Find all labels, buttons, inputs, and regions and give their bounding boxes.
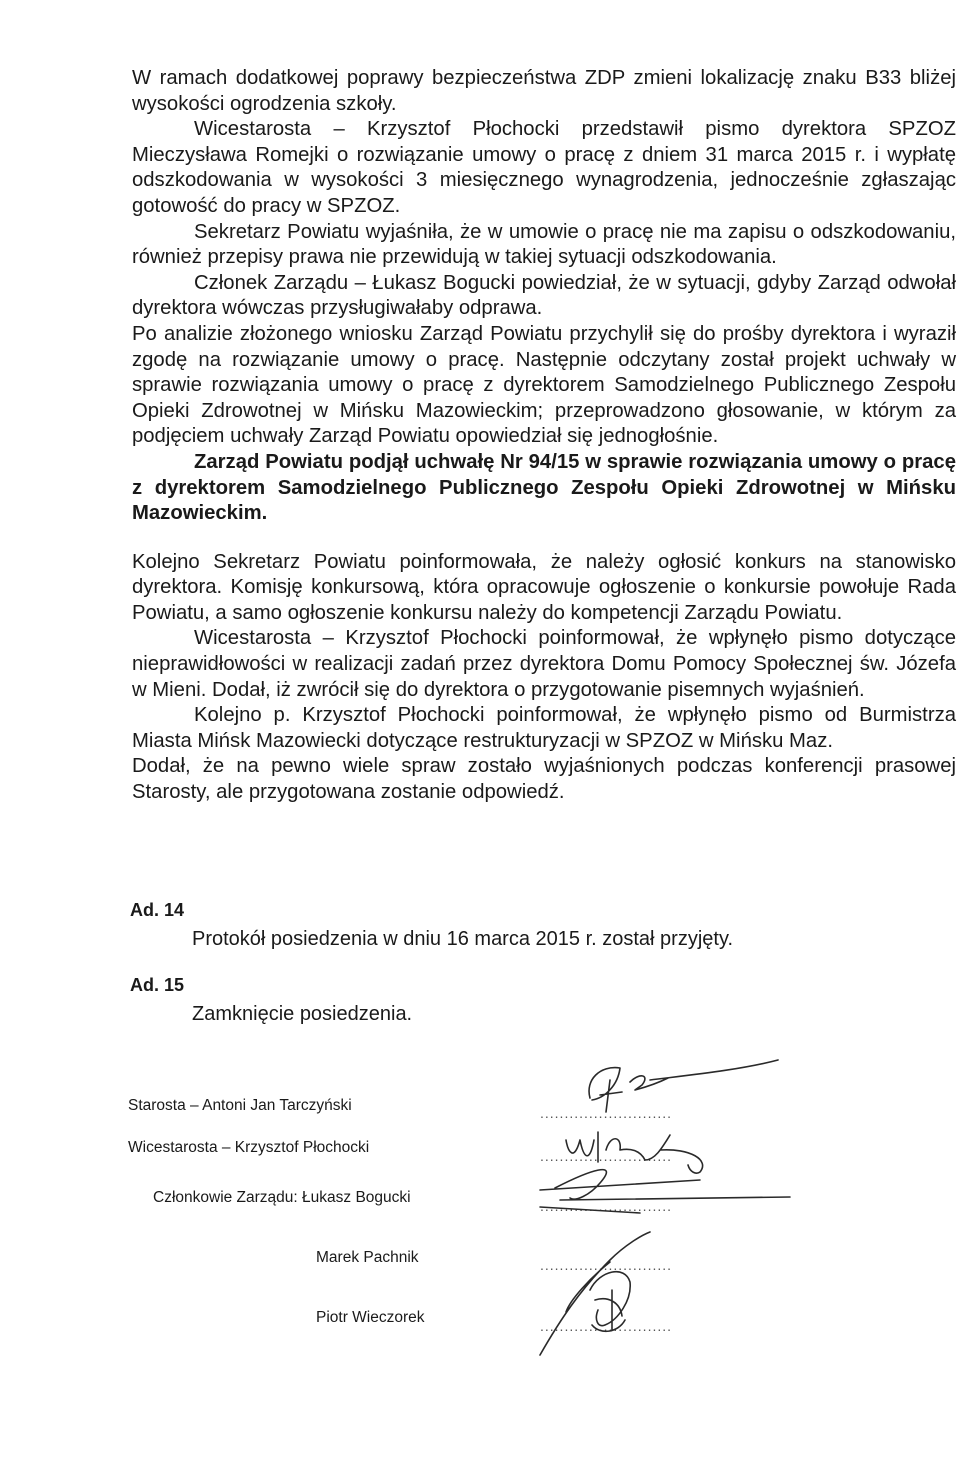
ad14-label: Ad. 14 xyxy=(130,900,185,920)
paragraph-board-member-remark: Członek Zarządu – Łukasz Bogucki powiedział, że w sytuacji, gdyby Zarząd odwołał dyrektora wówczas przysługiwałaby odprawa. xyxy=(132,271,956,320)
paragraph-mayor-letter: Kolejno p. Krzysztof Płochocki poinformował, że wpłynęło pismo od Burmistrza Miasta Mińsk Mazowiecki dotyczące restrukturyzacji w SPZOZ w Mińsku Maz. xyxy=(132,704,956,752)
signature-starosta xyxy=(589,1060,778,1112)
signature-line-pachnik: ........................... xyxy=(540,1257,673,1273)
paragraph-director-letter: Wicestarosta – Krzysztof Płochocki przedstawił pismo dyrektora SPZOZ Mieczysława Romejki o rozwiązanie umowy o pracę z dniem 31 marca 2015 r. i wypłatę odszkodowania w wysokości 3 miesięcznego wynagrodzenia, jednocześnie zgłaszając gotowość do pracy w SPZOZ. xyxy=(132,118,956,217)
signature-wicestarosta xyxy=(566,1132,703,1173)
signature-pachnik-wieczorek xyxy=(540,1232,650,1355)
ad14-text: Protokół posiedzenia w dniu 16 marca 2015 r. został przyjęty. xyxy=(192,928,734,950)
signature-line-wicestarosta: ........................... xyxy=(540,1148,673,1164)
paragraph-press-conference: Dodał, że na pewno wiele spraw zostało wyjaśnionych podczas konferencji prasowej Starosty, ale przygotowana zostanie odpowiedź. xyxy=(132,755,956,804)
signature-bogucki xyxy=(540,1170,790,1213)
signatory-wieczorek: Piotr Wieczorek xyxy=(316,1309,425,1326)
paragraph-dps-letter: Wicestarosta – Krzysztof Płochocki poinformował, że wpłynęło pismo dotyczące nieprawidłowości w realizacji zadań przez dyrektora Domu Pomocy Społecznej św. Józefa w Mieni. Dodał, iż zwrócił się do dyrektora o przygotowanie pisemnych wyjaśnień. xyxy=(132,627,956,701)
paragraph-sign-relocation: W ramach dodatkowej poprawy bezpieczeństwa ZDP zmieni lokalizację znaku B33 bliżej wysokości ogrodzenia szkoły. xyxy=(132,67,956,115)
ad15-text: Zamknięcie posiedzenia. xyxy=(192,1003,413,1025)
signature-line-bogucki: ........................... xyxy=(540,1198,673,1214)
paragraph-secretary-explanation: Sekretarz Powiatu wyjaśniła, że w umowie o pracę nie ma zapisu o odszkodowaniu, również przepisy prawa nie przewidują w takiej sytuacji odszkodowania. xyxy=(132,220,956,269)
ad15-label: Ad. 15 xyxy=(130,975,185,995)
signatory-starosta: Starosta – Antoni Jan Tarczyński xyxy=(128,1097,352,1114)
paragraph-board-decision: Po analizie złożonego wniosku Zarząd Powiatu przychylił się do prośby dyrektora i wyraził zgodę na rozwiązanie umowy o pracę. Następnie odczytany został projekt uchwały w sprawie rozwiązania umowy o pracę z dyrektorem Samodzielnego Publicznego Zespołu Opieki Zdrowotnej w Mińsku Mazowieckim; przeprowadzono głosowanie, w którym za podjęciem uchwały Zarząd Powiatu opowiedział się jednogłośnie. xyxy=(132,322,956,448)
signatory-pachnik: Marek Pachnik xyxy=(316,1249,419,1266)
signatory-wicestarosta: Wicestarosta – Krzysztof Płochocki xyxy=(128,1139,370,1156)
signature-line-wieczorek: ........................... xyxy=(540,1318,673,1334)
signature-line-starosta: ........................... xyxy=(540,1105,673,1121)
signatory-bogucki: Członkowie Zarządu: Łukasz Bogucki xyxy=(153,1189,411,1206)
paragraph-resolution: Zarząd Powiatu podjął uchwałę Nr 94/15 w sprawie rozwiązania umowy o pracę z dyrektorem Samodzielnego Publicznego Zespołu Opieki Zdrowotnej w Mińsku Mazowieckim. xyxy=(132,450,956,525)
paragraph-competition: Kolejno Sekretarz Powiatu poinformowała, że należy ogłosić konkurs na stanowisko dyrektora. Komisję konkursową, która opracowuje ogłoszenie o konkursie powołuje Rada Powiatu, a samo ogłoszenie konkursu należy do kompetencji Zarządu Powiatu. xyxy=(132,550,956,624)
